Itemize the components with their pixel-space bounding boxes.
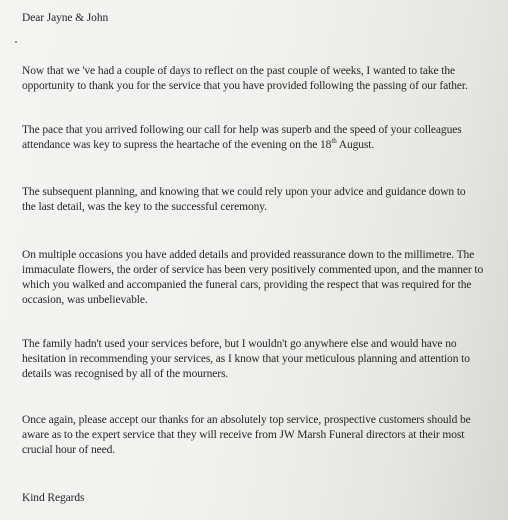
paragraph-2 [22, 123, 462, 153]
paragraph-line: Now that we 've had a couple of days to reflect on the past couple of weeks, I wanted to take the [22, 65, 456, 77]
paragraph-line-with-date [22, 138, 462, 152]
paragraph-line: The subsequent planning, and knowing that we could rely upon your advice and guidance down to [22, 186, 466, 198]
paragraph-line: The family hadn't used your services before, but I wouldn't go anywhere else and would have no [22, 338, 457, 350]
ordinal-suffix: th [331, 137, 337, 146]
paragraph-line: opportunity to thank you for the service that you have provided following the passing of our father. [22, 80, 468, 92]
paragraph-line: crucial hour of need. [22, 444, 116, 456]
paragraph-line: details was recognised by all of the mourners. [22, 368, 229, 380]
paragraph-line: hesitation in recommending your services, as I know that your meticulous planning and attention to [22, 353, 470, 365]
paragraph-line: which you walked and accompanied the funeral cars, providing the respect that was required for the [22, 279, 472, 291]
paragraph-line: The pace that you arrived following our call for help was superb and the speed of your colleagues [22, 124, 462, 136]
month-text: August. [336, 139, 375, 151]
paragraph-1 [22, 64, 468, 94]
closing: Kind Regards [22, 492, 85, 504]
paragraph-line: occasion, was unbelievable. [22, 294, 148, 306]
paragraph-4 [22, 248, 483, 308]
paragraph-6 [22, 413, 471, 458]
paragraph-line: aware as to the expert service that they will receive from JW Marsh Funeral directors at their most [22, 429, 465, 441]
paragraph-line: immaculate flowers, the order of service has been very positively commented upon, and the manner to [22, 264, 484, 276]
salutation: Dear Jayne & John [22, 12, 109, 24]
paragraph-5 [22, 337, 470, 382]
paragraph-3 [22, 185, 466, 215]
date-text: attendance was key to supress the heartache of the evening on the 18 [22, 139, 332, 151]
paper-speck [15, 41, 17, 43]
paragraph-line: the last detail, was the key to the successful ceremony. [22, 201, 267, 213]
paragraph-line: Once again, please accept our thanks for an absolutely top service, prospective customers should be [22, 414, 471, 426]
paragraph-line: On multiple occasions you have added details and provided reassurance down to the millimetre. The [22, 249, 475, 261]
